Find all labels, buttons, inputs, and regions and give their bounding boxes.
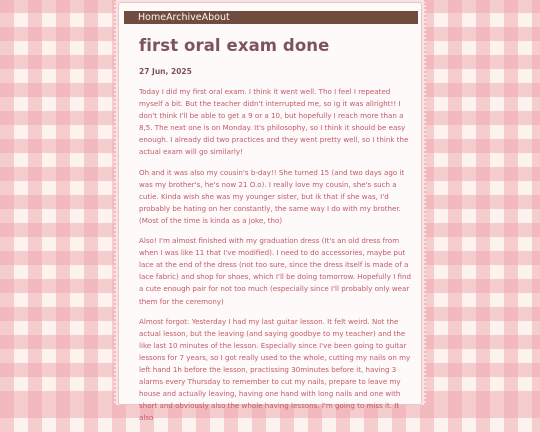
post-paragraph: Oh and it was also my cousin's b-day!! She turned 15 (and two days ago it was my brother's, he's now 21 O.o). I really love my cousin, she's such a cutie. Kinda wish she was my younger sister, but ik that if she was, I'd probably be hating on her constantly, the same way I do with my brother. (Most of the time is kinda as a joke, tho): [139, 167, 405, 225]
post-paragraph: Almost forgot: Yesterday I had my last guitar lesson. It felt weird. Not the actual lesson, but the leaving (and saying goodbye to my teacher) and the like last 10 minutes of the lesson. Especially since I've been going to guitar lessons for 7 years, so I got really used to the whole, cutting my nails on my left hand 1h before the lesson, practissing 30minutes before it, having 3 alarms every Thursday to remember to cut my nails, prepare to leave my house and actually leaving, having one hand with long nails and one with short and obviously also the whole having lessons. I'm going to miss it. It also: [139, 316, 411, 423]
post-paragraph: Today I did my first oral exam. I think it went well. Tho I feel I repeated myself a bit. But the teacher didn't interrupted me, so ig it was allright!! I don't think I'll be able to get a 9 or a 10, but hopefully I reach more than a 8,5. The next one is on Monday. It's philosophy, so I think it should be easy enough. I already did two practices and they went pretty well, so I think the actual exam will go similarly!: [139, 87, 409, 157]
top-navbar: [124, 11, 418, 24]
nav-link-home[interactable]: Home: [138, 12, 167, 23]
blog-page: [118, 2, 422, 423]
nav-link-archive[interactable]: Archive: [166, 12, 202, 23]
post-body: [139, 86, 411, 432]
nav-link-about[interactable]: About: [201, 12, 230, 23]
post-date: 27 Jun, 2025: [139, 67, 192, 76]
post-title: first oral exam done: [139, 36, 330, 55]
post-paragraph: Also! I'm almost finished with my graduation dress (It's an old dress from when I was like 11 that I've modified). I need to do accessories, maybe put lace at the end of the dress (not too sure, since the dress itself is made of a lace fabric) and shop for shoes, which I'll be doing tomorrow. Hopefully I find a cute enough pair for not too much (especially since I'll probably only wear them for the ceremony): [139, 236, 412, 306]
